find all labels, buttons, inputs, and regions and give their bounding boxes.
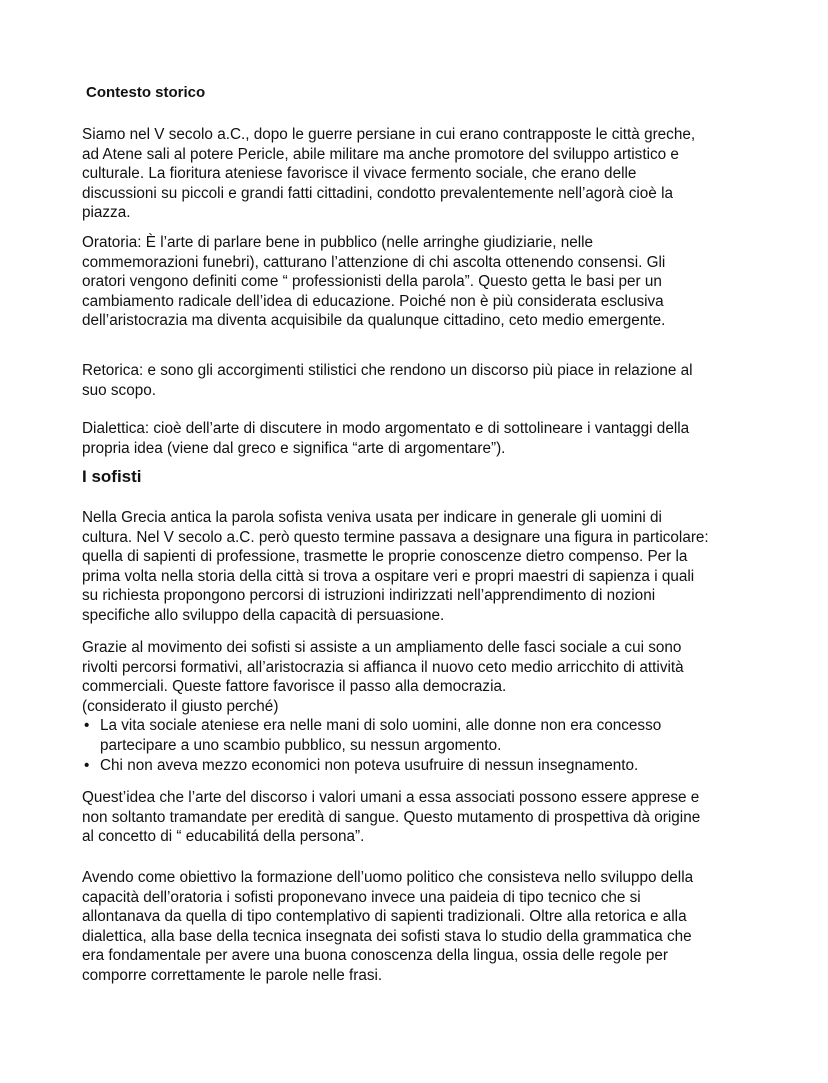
text-line: discussioni su piccoli e grandi fatti cittadini, condotto prevalentemente nell’agorà cioè la	[82, 184, 673, 202]
paragraph-dialettica	[82, 419, 689, 458]
text-line: al concetto di “ educabilitá della persona”.	[82, 828, 365, 846]
text-line: Avendo come obiettivo la formazione dell’uomo politico che consisteva nello sviluppo della	[82, 869, 694, 886]
text-line: oratori vengono definiti come “ professionisti della parola”. Questo getta le basi per un	[82, 273, 662, 291]
text-line: commerciali. Queste fattore favorisce il passo alla democrazia.	[82, 678, 507, 696]
text-line: Quest’idea che l’arte del discorso i valori umani a essa associati possono essere apprese e	[82, 789, 700, 806]
paragraph-intro	[82, 125, 695, 223]
bullet-item-continuation: partecipare a uno scambio pubblico, su nessun argomento.	[100, 736, 502, 754]
text-line: (considerato il giusto perché)	[82, 697, 279, 715]
text-line: ad Atene sali al potere Pericle, abile militare ma anche promotore del sviluppo artistico e	[82, 145, 679, 163]
text-line: Retorica: e sono gli accorgimenti stilistici che rendono un discorso più piace in relazione al	[82, 362, 693, 379]
heading-contesto-storico: Contesto storico	[86, 84, 206, 101]
text-line: dell’aristocrazia ma diventa acquisibile da qualunque cittadino, ceto medio emergente.	[82, 312, 666, 330]
text-line: su richiesta propongono percorsi di istruzioni indirizzati nell’apprendimento di nozioni	[82, 587, 656, 605]
text-line: Oratoria: È l’arte di parlare bene in pubblico (nelle arringhe giudiziarie, nelle	[82, 234, 594, 251]
bullet-item: • Chi non aveva mezzo economici non poteva usufruire di nessun insegnamento.	[82, 756, 684, 776]
bullet-item: • La vita sociale ateniese era nelle mani di solo uomini, alle donne non era concesso	[82, 716, 684, 736]
text-line: capacità dell’oratoria i sofisti proponevano invece una paideia di tipo tecnico che si	[82, 888, 641, 906]
text-line: commemorazioni funebri), catturano l’attenzione di chi ascolta ottenendo consensi. Gli	[82, 253, 666, 271]
text-line: dialettica, alla base della tecnica insegnata dei sofisti stava lo studio della grammatica che	[82, 927, 692, 945]
text-line: comporre correttamente le parole nelle frasi.	[82, 966, 383, 984]
text-line: rivolti percorsi formativi, all’aristocrazia si affianca il nuovo ceto medio arricchito di attività	[82, 658, 684, 676]
paragraph-grazie	[82, 638, 684, 775]
text-line: culturale. La fioritura ateniese favorisce il vivace fermento sociale, che erano delle	[82, 165, 637, 183]
text-line: allontanava da quella di tipo contemplativo di sapienti tradizionali. Oltre alla retorica e alla	[82, 908, 687, 926]
heading-i-sofisti: I sofisti	[82, 467, 142, 486]
paragraph-retorica	[82, 361, 693, 400]
paragraph-oratoria	[82, 233, 665, 331]
text-line: Grazie al movimento dei sofisti si assiste a un ampliamento delle fasci sociale a cui sono	[82, 639, 682, 656]
paragraph-educabilita	[82, 788, 700, 847]
text-line: cultura. Nel V secolo a.C. però questo termine passava a designare una figura in particolare:	[82, 528, 709, 546]
text-line: propria idea (viene dal greco e significa “arte di argomentare”).	[82, 439, 506, 457]
text-line: piazza.	[82, 204, 131, 222]
text-line: era fondamentale per avere una buona conoscenza della lingua, ossia delle regole per	[82, 947, 668, 965]
text-line: quella di sapienti di professione, trasmette le proprie conoscenze dietro compenso. Per la	[82, 548, 688, 566]
paragraph-sofisti-intro	[82, 508, 709, 626]
text-line: specifiche allo sviluppo della capacità di persuasione.	[82, 606, 445, 624]
text-line: Siamo nel V secolo a.C., dopo le guerre persiane in cui erano contrapposte le città greche,	[82, 126, 696, 143]
text-line: Dialettica: cioè dell’arte di discutere in modo argomentato e di sottolineare i vantaggi della	[82, 420, 690, 437]
text-line: prima volta nella storia della città si trova a ospitare veri e propri maestri di sapienza i quali	[82, 567, 695, 585]
paragraph-paideia	[82, 868, 693, 986]
text-line: suo scopo.	[82, 381, 156, 399]
text-line: Nella Grecia antica la parola sofista veniva usata per indicare in generale gli uomini di	[82, 509, 662, 526]
text-line: cambiamento radicale dell’idea di educazione. Poiché non è più considerata esclusiva	[82, 292, 664, 310]
text-line: non soltanto tramandate per eredità di sangue. Questo mutamento di prospettiva dà origine	[82, 808, 701, 826]
